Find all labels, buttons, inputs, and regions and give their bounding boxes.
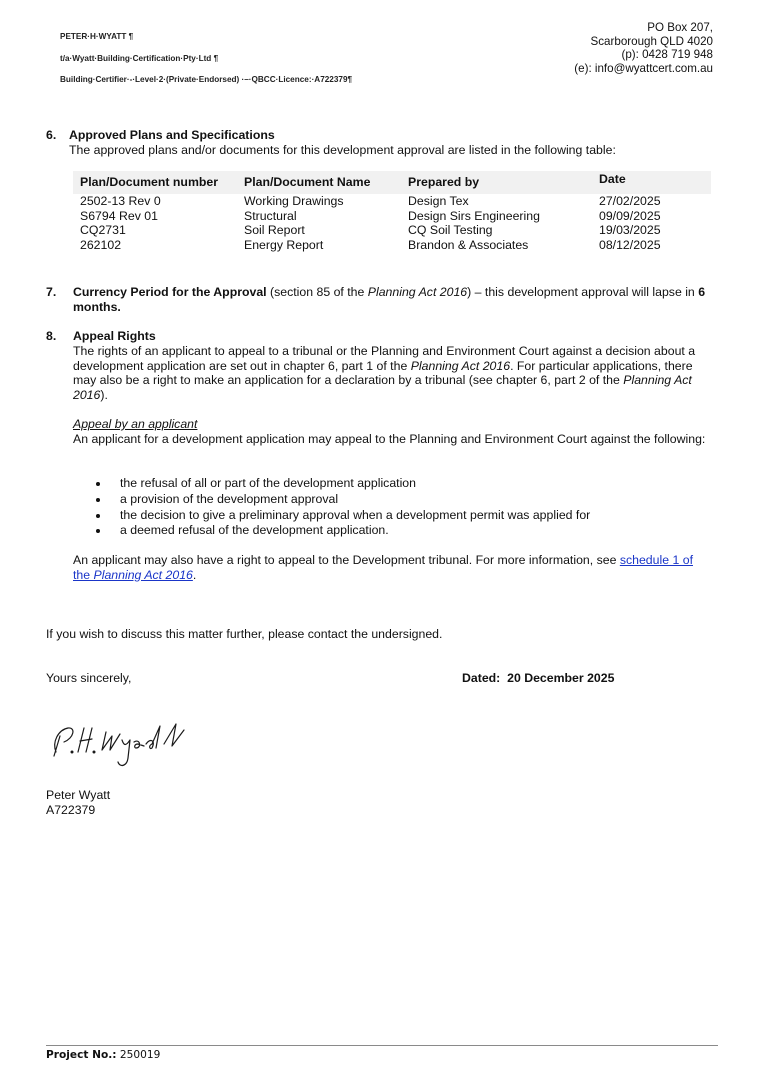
footer-divider [46,1045,718,1046]
section8-p3-text: An applicant may also have a right to appeal to the Development tribunal. For more information, see [73,553,620,567]
signature-image [48,714,190,772]
section8-p1-act: Planning Act 2016 [410,358,511,373]
project-number-value: 250019 [119,1049,161,1061]
appeal-bullet-list [96,476,590,539]
table-cell: CQ Soil Testing [408,223,493,238]
list-item-text: a provision of the development approval [120,491,339,506]
header-name: PETER·H·WYATT ¶ [60,32,134,41]
discuss-text: If you wish to discuss this matter further, please contact the undersigned. [46,627,443,641]
table-row [73,223,711,238]
table-cell: 262102 [80,238,122,253]
link-act: Planning Act 2016 [93,567,193,582]
table-row [73,194,711,209]
section8-p1-text-b: . For particular applications, there may also be a right to make an application for a declaration by a tribunal (see chapter 6, part 2 of the [73,358,693,388]
table-cell: Design Sirs Engineering [408,208,540,223]
list-item [96,492,590,508]
table-header-cell: Date [592,171,711,194]
table-header-cell: Prepared by [401,171,592,194]
section8-p1-text: The rights of an applicant to appeal to a tribunal or the Planning and Environment Court against a decision about a development application are set out in chapter 6, part 1 of the [73,344,696,373]
signer-licence: A722379 [46,803,96,817]
section8-p3-end: . [192,567,197,582]
table-cell: Design Tex [408,194,469,208]
approved-plans-table [73,171,711,253]
section8-title: Appeal Rights [73,329,156,343]
dated-line [462,671,614,686]
dated-value: 20 December 2025 [507,671,615,685]
section8-number: 8. [46,329,57,343]
contact-po-box: PO Box 207, [647,21,713,34]
table-cell: Brandon & Associates [408,238,529,253]
project-number-label: Project No.: [46,1049,117,1061]
list-item [96,476,590,492]
table-cell: Soil Report [244,223,305,238]
table-cell: CQ2731 [80,223,126,238]
table-cell: Working Drawings [244,194,344,208]
section8-p1-text-c: ). [100,387,108,402]
bullet-icon [96,529,100,533]
section7-text-a: (section 85 of the [266,285,368,299]
table-row [73,238,711,253]
list-item-text: the decision to give a preliminary approval when a development permit was applied for [120,507,591,522]
salutation: Yours sincerely, [46,671,132,685]
list-item [96,523,590,539]
section8-paragraph1 [73,344,716,402]
bullet-icon [96,482,100,486]
section7-number: 7. [46,285,57,299]
list-item-text: a deemed refusal of the development application. [120,523,389,538]
table-cell: 09/09/2025 [599,208,661,223]
contact-block [574,21,713,75]
section6-number: 6. [46,128,57,142]
bullet-icon [96,498,100,502]
list-item [96,508,590,524]
appeal-subheading: Appeal by an applicant [73,417,198,431]
table-cell: 08/12/2025 [599,238,661,253]
table-cell: Structural [244,208,297,223]
table-cell: Energy Report [244,238,324,253]
section8-paragraph3 [73,553,712,582]
table-cell: 19/03/2025 [599,223,661,238]
table-cell: 27/02/2025 [599,194,661,208]
footer [46,1048,160,1063]
header-certifier: Building·Certifier·-·Level·2·(Private·Endorsed) ·–·QBCC·Licence:·A722379¶ [60,75,353,84]
section6-title: Approved Plans and Specifications [69,128,275,142]
bullet-icon [96,514,100,518]
section7-title: Currency Period for the Approval [73,285,267,299]
table-header-cell: Plan/Document number [73,171,237,194]
section8-p1-act2: Planning Act 2016 [73,373,692,402]
section7-act: Planning Act 2016 [367,285,468,299]
table-header-cell: Plan/Document Name [237,171,401,194]
section7-text-b: ) – this development approval will lapse in [467,285,699,299]
section8-paragraph2: An applicant for a development application may appeal to the Planning and Environment Court against the following: [73,432,706,446]
section7-period: 6 months. [73,285,706,314]
section6-intro: The approved plans and/or documents for this development approval are listed in the following table: [69,143,616,157]
table-row [73,209,711,224]
table-header-row [73,171,711,194]
contact-email: (e): info@wyattcert.com.au [574,61,713,75]
table-cell: S6794 Rev 01 [80,208,158,223]
table-cell: 2502-13 Rev 0 [80,194,161,208]
signer-name: Peter Wyatt [46,788,111,802]
header-trading-as: t/a·Wyatt·Building·Certification·Pty·Ltd ¶ [60,54,219,63]
list-item-text: the refusal of all or part of the development application [120,476,416,490]
link-text: schedule 1 of the [73,553,693,582]
dated-label: Dated: [462,671,501,685]
contact-suburb: Scarborough QLD 4020 [590,34,713,48]
section7-paragraph [73,285,714,314]
contact-phone: (p): 0428 719 948 [621,48,713,62]
